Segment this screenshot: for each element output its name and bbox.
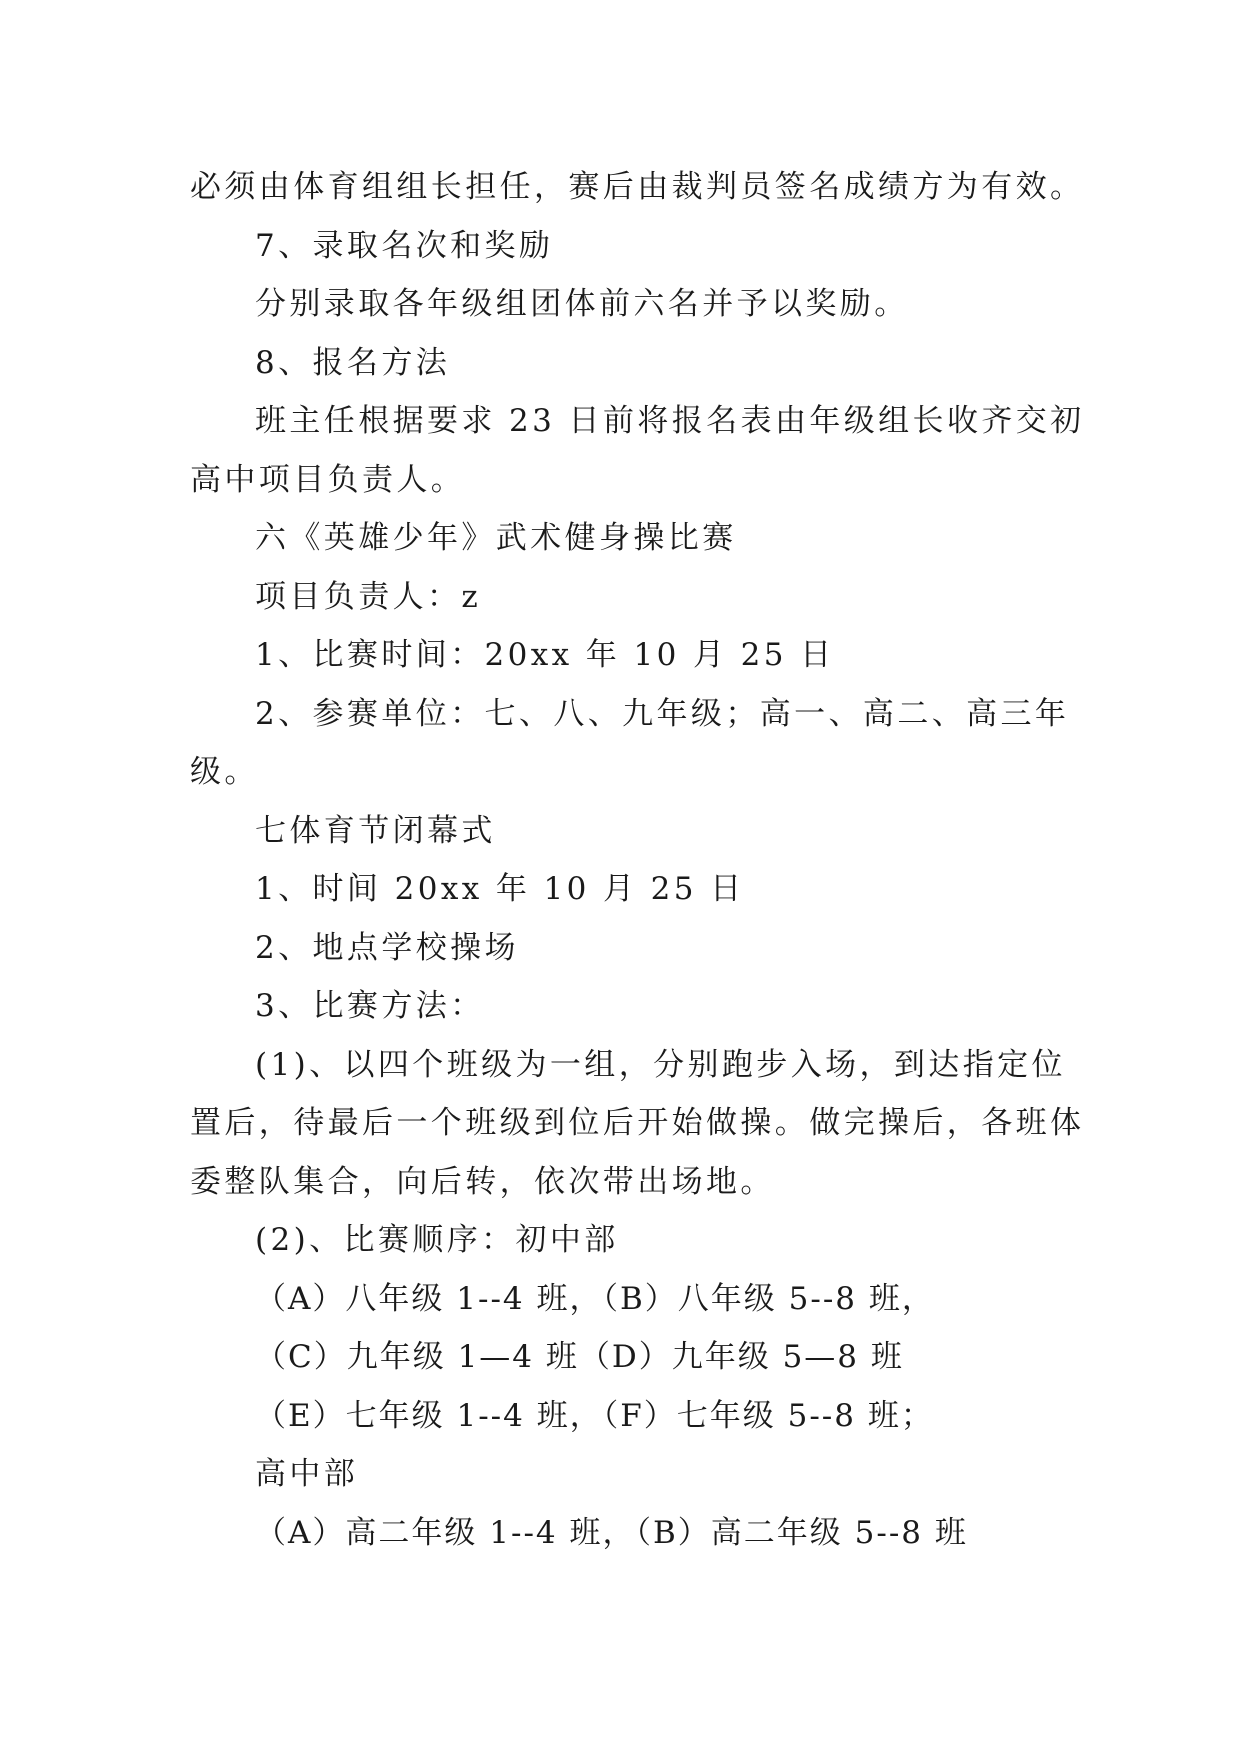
paragraph-line: 级。	[190, 754, 259, 790]
paragraph-line: 高中部	[255, 1456, 359, 1492]
paragraph-line: 分别录取各年级组团体前六名并予以奖励。	[255, 286, 909, 322]
paragraph-line: (1)、以四个班级为一组，分别跑步入场，到达指定位	[255, 1046, 1066, 1083]
paragraph-line: 3、比赛方法：	[255, 988, 485, 1024]
paragraph-line: (2)、比赛顺序：初中部	[255, 1222, 619, 1258]
paragraph-line: 班主任根据要求 23 日前将报名表由年级组长收齐交初	[255, 403, 1085, 439]
paragraph-line: 高中项目负责人。	[190, 461, 466, 498]
list-item: （E）七年级 1--4 班，（F）七年级 5--8 班；	[255, 1397, 934, 1434]
paragraph-line: 2、参赛单位：七、八、九年级；高一、高二、高三年	[255, 695, 1070, 732]
paragraph-line: 1、时间 20xx 年 10 月 25 日	[255, 871, 745, 907]
section-heading-closing: 七体育节闭幕式	[255, 812, 496, 849]
paragraph-line: 委整队集合，向后转，依次带出场地。	[190, 1163, 775, 1200]
paragraph-line: 1、比赛时间：20xx 年 10 月 25 日	[255, 637, 835, 673]
section-heading-6: 六《英雄少年》武术健身操比赛	[255, 520, 737, 556]
paragraph-line: 置后，待最后一个班级到位后开始做操。做完操后，各班体	[190, 1105, 1085, 1141]
list-item: （C）九年级 1—4 班（D）九年级 5—8 班	[255, 1339, 904, 1375]
list-item: （A）高二年级 1--4 班，（B）高二年级 5--8 班	[255, 1514, 968, 1551]
section-heading-8: 8、报名方法	[255, 344, 451, 381]
document-body	[190, 158, 1085, 1562]
paragraph-line: 2、地点学校操场	[255, 929, 519, 966]
list-item: （A）八年级 1--4 班，（B）八年级 5--8 班，	[255, 1280, 935, 1317]
paragraph-line: 项目负责人：z	[255, 578, 482, 615]
paragraph-line: 必须由体育组组长担任，赛后由裁判员签名成绩方为有效。	[190, 169, 1085, 205]
section-heading-7: 7、录取名次和奖励	[255, 227, 554, 264]
